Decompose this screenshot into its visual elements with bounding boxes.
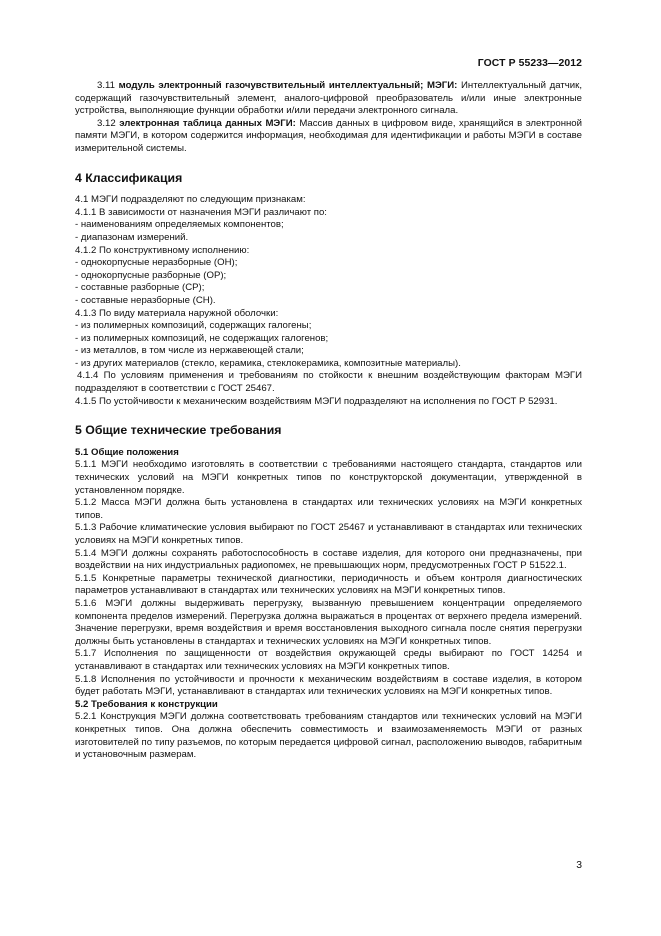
document-code: ГОСТ Р 55233—2012 <box>477 58 582 69</box>
paragraph-5-2-1: 5.2.1 Конструкция МЭГИ должна соответствовать требованиям стандартов или технических условий на МЭГИ конкретных типов. Она должна обеспечить совместимость и взаимозаменяемость МЭГИ от разных изготовителей по типу разъемов, по которым передается цифровой сигнал, расположению выводов, габаритным и установочным размерам. <box>75 711 582 761</box>
paragraph-3-11 <box>75 80 582 118</box>
list-line: - из металлов, в том числе из нержавеющей стали; <box>75 345 304 357</box>
definition: Интеллектуальный датчик, содержащий газочувствительный элемент, аналого-цифровой преобразователь и/или иные электронные устройства, выполняющие функции обработки и/или передачи электронного сигнала. <box>75 80 582 117</box>
list-line: - из полимерных композиций, не содержащих галогенов; <box>75 332 329 344</box>
paragraph-5-1-8: 5.1.8 Исполнения по устойчивости и прочности к механическим воздействиям в составе изделия, в котором будет работать МЭГИ, устанавливают в стандартах или технических условиях на МЭГИ конкретных типов. <box>75 673 582 698</box>
list-line: - диапазонам измерений. <box>75 231 189 243</box>
list-line: - из полимерных композиций, содержащих галогены; <box>75 320 312 332</box>
paragraph-5-1-7: 5.1.7 Исполнения по защищенности от воздействия окружающей среды выбирают по ГОСТ 14254 и устанавливают в стандартах или технических условиях на МЭГИ конкретных типов. <box>75 648 582 672</box>
clause-number: 3.12 <box>97 117 116 129</box>
paragraph-5-1-3: 5.1.3 Рабочие климатические условия выбирают по ГОСТ 25467 и устанавливают в стандартах или технических условиях на МЭГИ конкретных типов. <box>75 522 582 546</box>
list-line: - из других материалов (стекло, керамика, стеклокерамика, композитные материалы). <box>75 357 461 369</box>
list-line: - составные неразборные (СН). <box>75 294 216 306</box>
classification-list <box>75 194 582 370</box>
paragraph-5-1-2: 5.1.2 Масса МЭГИ должна быть установлена в стандартах или технических условиях на МЭГИ конкретных типов. <box>75 497 582 521</box>
list-line: 4.1 МЭГИ подразделяют по следующим признакам: <box>75 194 306 206</box>
subsection-title-5-1: 5.1 Общие положения <box>75 446 179 458</box>
term: модуль электронный газочувствительный интеллектуальный; МЭГИ: <box>118 80 458 91</box>
paragraph-5-1-1: 5.1.1 МЭГИ необходимо изготовлять в соответствии с требованиями настоящего стандарта, стандартов или технических условий на МЭГИ конкретных типов по конструкторской документации, утвержденной в установленном порядке. <box>75 459 582 496</box>
list-line: - однокорпусные разборные (ОР); <box>75 269 227 281</box>
paragraph-3-12 <box>75 118 582 156</box>
paragraph-5-1-5: 5.1.5 Конкретные параметры технической диагностики, периодичность и объем контроля диагностических параметров устанавливают в стандартах или технических условиях на МЭГИ конкретных типов. <box>75 572 582 597</box>
list-line: - однокорпусные неразборные (ОН); <box>75 257 238 269</box>
list-line: 4.1.3 По виду материала наружной оболочки: <box>75 307 279 319</box>
paragraph-4-1-5: 4.1.5 По устойчивости к механическим воздействиям МЭГИ подразделяют на исполнения по ГОСТ Р 52931. <box>75 395 558 407</box>
term: электронная таблица данных МЭГИ: <box>119 117 296 129</box>
paragraph-4-1-4: 4.1.4 По условиям применения и требованиям по стойкости к внешним воздействующим факторам МЭГИ подразделяют в соответствии с ГОСТ 25467. <box>75 370 582 395</box>
definition: Массив данных в цифровом виде, хранящийся в электронной памяти МЭГИ, в котором содержится информация, необходимая для идентификации и работы МЭГИ в составе измерительной системы. <box>75 117 583 154</box>
section-title-5: 5 Общие технические требования <box>75 423 282 438</box>
clause-number: 3.11 <box>97 80 115 91</box>
section-title-4: 4 Классификация <box>75 170 183 185</box>
paragraph-5-1-6: 5.1.6 МЭГИ должны выдерживать перегрузку, вызванную превышением концентрации определяемого компонента пределов измерений. Перегрузка должна выражаться в процентах от верхнего предела измерений. Значение перегрузки, время воздействия и время восстановления выходного сигнала после снятия перегрузки должны быть установлены в стандартах и технических условиях на МЭГИ конкретных типов. <box>75 597 582 647</box>
paragraph-5-1-4: 5.1.4 МЭГИ должны сохранять работоспособность в составе изделия, для которого они предназначены, при воздействии на них индустриальных радиопомех, не превышающих норм, предусмотренных ГОСТ Р 51522.1. <box>75 547 582 572</box>
list-line: - составные разборные (СР); <box>75 282 205 294</box>
list-line: 4.1.2 По конструктивному исполнению: <box>75 244 250 256</box>
subsection-title-5-2: 5.2 Требования к конструкции <box>75 698 218 710</box>
page-number: 3 <box>576 860 582 871</box>
list-line: - наименованиям определяемых компонентов; <box>75 219 284 231</box>
list-line: 4.1.1 В зависимости от назначения МЭГИ различают по: <box>75 206 327 218</box>
page-content <box>75 80 582 762</box>
